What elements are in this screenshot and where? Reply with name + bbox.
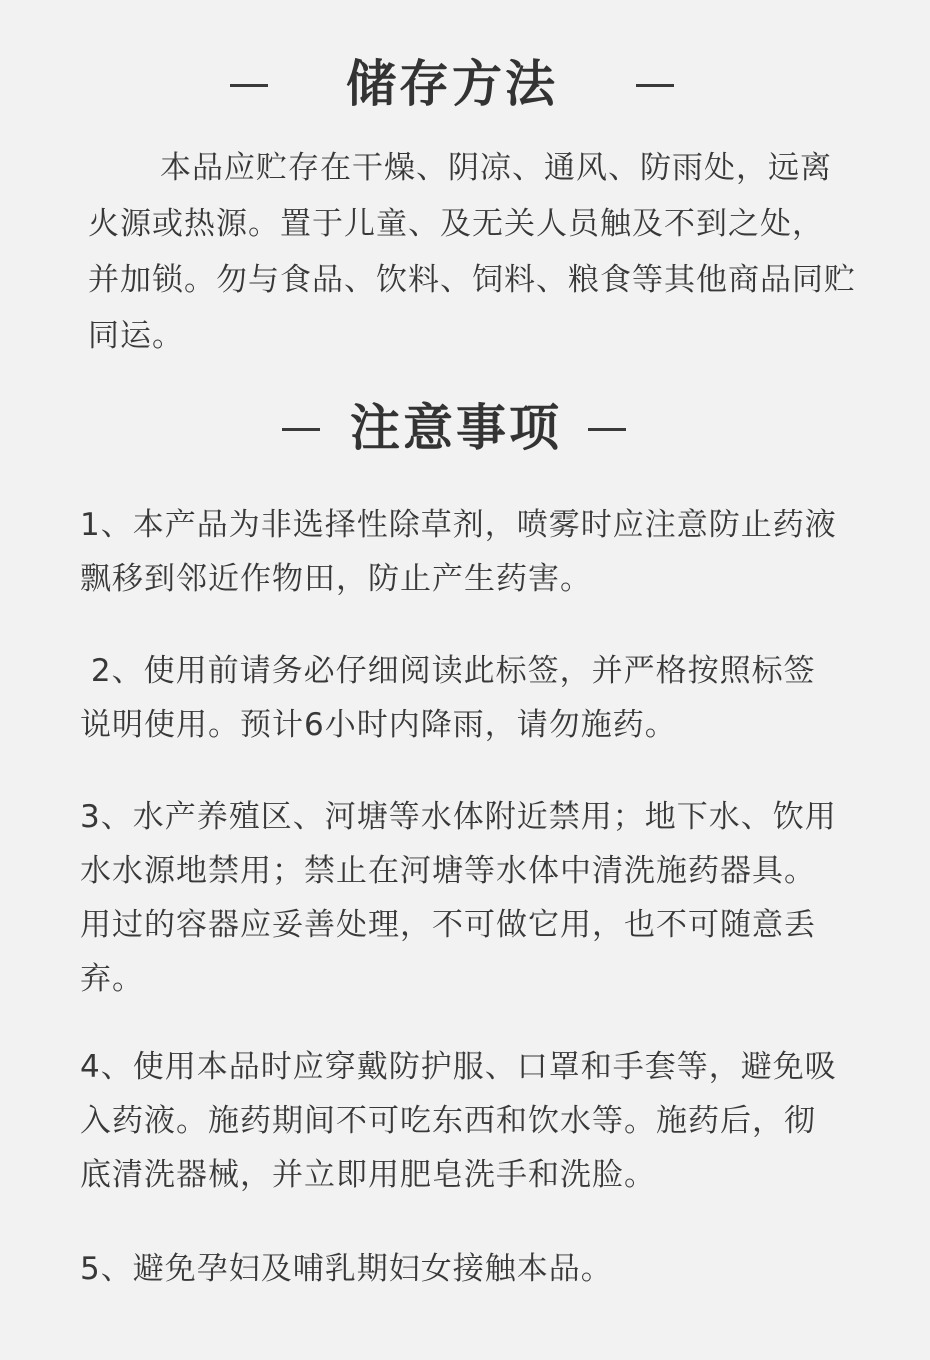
precautions-title: 注意事项 xyxy=(350,399,562,457)
heading-dash-right xyxy=(636,84,674,87)
precaution-line: 2、使用前请务必仔细阅读此标签，并严格按照标签 xyxy=(80,653,816,689)
precaution-line: 弃。 xyxy=(80,961,144,997)
precaution-line: 1、本产品为非选择性除草剂，喷雾时应注意防止药液 xyxy=(80,507,837,543)
storage-line: 本品应贮存在干燥、阴凉、通风、防雨处，远离 xyxy=(160,150,832,186)
storage-title: 储存方法 xyxy=(346,55,558,113)
storage-paragraph xyxy=(88,140,856,364)
precaution-line: 用过的容器应妥善处理，不可做它用，也不可随意丢 xyxy=(80,907,816,943)
precautions-heading xyxy=(0,398,930,458)
heading-dash-left xyxy=(282,428,320,431)
heading-dash-right xyxy=(588,428,626,431)
storage-line: 并加锁。勿与食品、饮料、饲料、粮食等其他商品同贮 xyxy=(88,262,856,298)
precaution-line: 5、避免孕妇及哺乳期妇女接触本品。 xyxy=(80,1251,613,1287)
storage-heading xyxy=(0,54,930,114)
precaution-item-5 xyxy=(80,1242,870,1296)
storage-line: 同运。 xyxy=(88,318,184,354)
precaution-line: 入药液。施药期间不可吃东西和饮水等。施药后，彻 xyxy=(80,1103,816,1139)
precaution-item-4 xyxy=(80,1040,870,1202)
precaution-item-2 xyxy=(80,644,870,752)
precaution-line: 说明使用。预计6小时内降雨，请勿施药。 xyxy=(80,707,677,743)
precaution-line: 水水源地禁用；禁止在河塘等水体中清洗施药器具。 xyxy=(80,853,816,889)
precaution-line: 底清洗器械，并立即用肥皂洗手和洗脸。 xyxy=(80,1157,656,1193)
precaution-item-1 xyxy=(80,498,870,606)
precaution-line: 飘移到邻近作物田，防止产生药害。 xyxy=(80,561,592,597)
precaution-item-3 xyxy=(80,790,870,1006)
storage-line: 火源或热源。置于儿童、及无关人员触及不到之处， xyxy=(88,206,824,242)
precaution-line: 3、水产养殖区、河塘等水体附近禁用；地下水、饮用 xyxy=(80,799,837,835)
heading-dash-left xyxy=(230,84,268,87)
precaution-line: 4、使用本品时应穿戴防护服、口罩和手套等，避免吸 xyxy=(80,1049,837,1085)
